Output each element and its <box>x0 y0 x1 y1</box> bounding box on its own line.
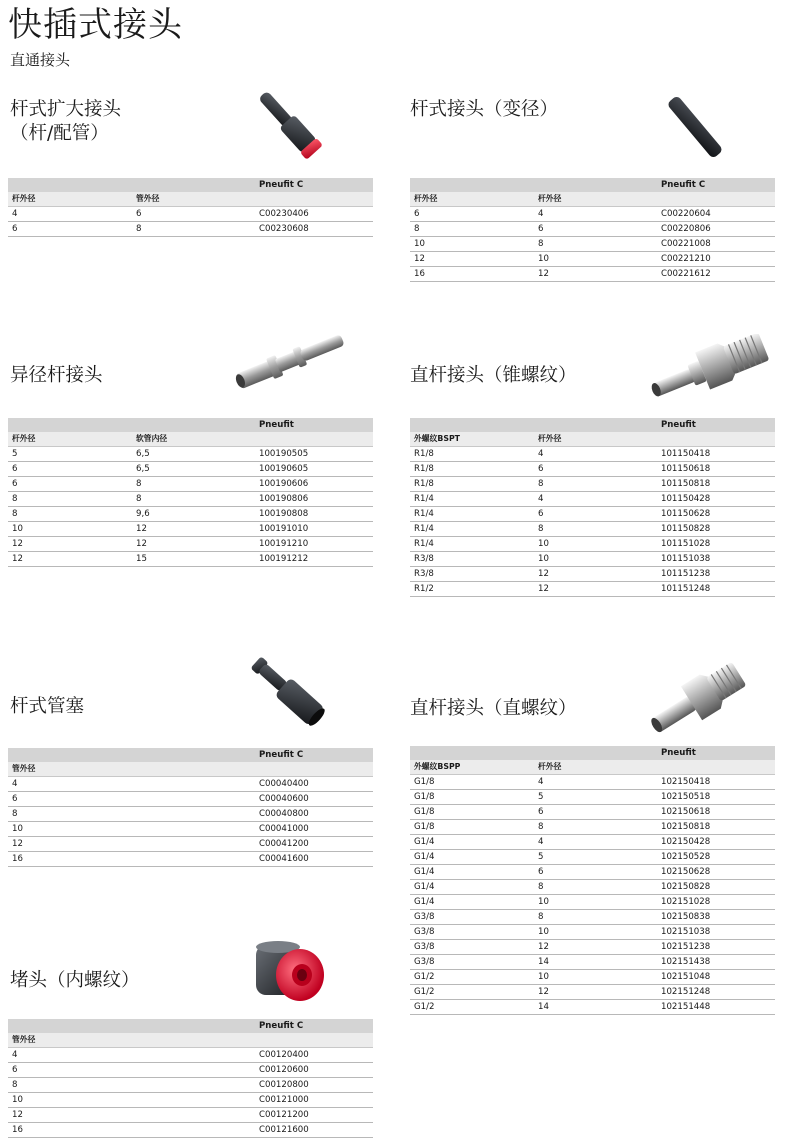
table-cell: R1/4 <box>410 507 534 522</box>
table-cell: G1/8 <box>410 805 534 820</box>
section-title-male-stem-taper: 直杆接头（锥螺纹） <box>410 365 577 386</box>
table-row <box>410 447 775 462</box>
spec-table-male-stem-taper <box>410 418 775 597</box>
section-title-stem-plug: 杆式管塞 <box>10 696 85 717</box>
section-title-stem-reducer: 杆式接头（变径） <box>410 99 559 120</box>
table-row <box>410 925 775 940</box>
table-cell: 10 <box>534 895 657 910</box>
table-row <box>8 537 373 552</box>
table-cell: 12 <box>534 985 657 1000</box>
table-cell: 100191010 <box>255 522 373 537</box>
table-cell: C00230406 <box>255 207 373 222</box>
table-cell: C00121200 <box>255 1108 373 1123</box>
table-cell: 6,5 <box>132 447 255 462</box>
table-row <box>410 985 775 1000</box>
table-cell: G1/4 <box>410 880 534 895</box>
column-header: 管外径 <box>8 762 132 777</box>
page-title: 快插式接头 <box>8 5 183 45</box>
brand-header: Pneufit <box>657 746 775 760</box>
table-cell: C00220604 <box>657 207 775 222</box>
table-cell: 15 <box>132 552 255 567</box>
section-title-stem-expander: 杆式扩大接头 （杆/配管） <box>10 99 122 144</box>
table-row <box>410 462 775 477</box>
table-row <box>410 895 775 910</box>
table-cell: 5 <box>8 447 132 462</box>
table-cell: 6 <box>8 1063 132 1078</box>
table-row <box>410 775 775 790</box>
table-row <box>8 852 373 867</box>
table-cell: 12 <box>534 267 657 282</box>
table-cell: 12 <box>534 940 657 955</box>
table-cell: 6 <box>8 792 132 807</box>
table-row <box>410 790 775 805</box>
table-cell: 16 <box>8 852 132 867</box>
table-cell: G1/2 <box>410 1000 534 1015</box>
table-cell: 8 <box>132 477 255 492</box>
reducing-stem-image <box>228 328 356 390</box>
table-row <box>8 552 373 567</box>
spec-table-stem-reducer <box>410 178 775 282</box>
table-row <box>410 940 775 955</box>
table-row <box>410 267 775 282</box>
spec-table-male-stem-parallel <box>410 746 775 1015</box>
column-header: 软管内径 <box>132 432 255 447</box>
table-row <box>8 447 373 462</box>
table-cell: 100190505 <box>255 447 373 462</box>
table-cell: C00120600 <box>255 1063 373 1078</box>
table-row <box>410 222 775 237</box>
table-row <box>410 552 775 567</box>
table-cell: G1/4 <box>410 850 534 865</box>
table-cell: 101150828 <box>657 522 775 537</box>
table-cell: 4 <box>534 447 657 462</box>
table-row <box>8 477 373 492</box>
table-cell: 100190808 <box>255 507 373 522</box>
table-cell: 100191210 <box>255 537 373 552</box>
table-cell <box>132 1093 255 1108</box>
table-cell: R1/4 <box>410 492 534 507</box>
table-row <box>410 567 775 582</box>
table-cell: 6 <box>8 222 132 237</box>
table-cell: 12 <box>8 837 132 852</box>
column-header: 外螺纹BSPT <box>410 432 534 447</box>
page-subtitle: 直通接头 <box>10 51 71 69</box>
table-cell: G1/4 <box>410 895 534 910</box>
table-row <box>8 777 373 792</box>
table-cell: 8 <box>534 910 657 925</box>
table-row <box>8 792 373 807</box>
table-row <box>410 805 775 820</box>
table-cell: 16 <box>410 267 534 282</box>
table-row <box>410 820 775 835</box>
table-cell: 8 <box>8 807 132 822</box>
table-cell: R1/2 <box>410 582 534 597</box>
table-row <box>410 492 775 507</box>
table-cell: G1/8 <box>410 790 534 805</box>
table-cell: 6 <box>8 462 132 477</box>
table-cell: 101150628 <box>657 507 775 522</box>
table-row <box>410 1000 775 1015</box>
table-cell: 101151028 <box>657 537 775 552</box>
table-cell: R3/8 <box>410 567 534 582</box>
table-row <box>8 1063 373 1078</box>
table-row <box>8 522 373 537</box>
table-cell: R1/8 <box>410 477 534 492</box>
table-row <box>410 237 775 252</box>
table-cell: 12 <box>534 567 657 582</box>
table-row <box>410 537 775 552</box>
table-cell: C00120400 <box>255 1048 373 1063</box>
table-cell: R1/4 <box>410 537 534 552</box>
table-row <box>8 1108 373 1123</box>
table-cell: G1/4 <box>410 865 534 880</box>
table-cell: 101151038 <box>657 552 775 567</box>
table-cell: 102151048 <box>657 970 775 985</box>
table-cell: 102150838 <box>657 910 775 925</box>
table-row <box>410 477 775 492</box>
spec-table-reducing-stem <box>8 418 373 567</box>
table-row <box>8 1078 373 1093</box>
table-cell: 10 <box>8 1093 132 1108</box>
table-cell: C00040600 <box>255 792 373 807</box>
spec-table-stem-expander <box>8 178 373 237</box>
table-cell: 12 <box>8 1108 132 1123</box>
table-cell: 10 <box>534 537 657 552</box>
table-cell <box>132 837 255 852</box>
column-header: 杆外径 <box>534 192 657 207</box>
table-cell: 8 <box>132 222 255 237</box>
table-cell: 102150528 <box>657 850 775 865</box>
section-title-male-stem-parallel: 直杆接头（直螺纹） <box>410 698 577 719</box>
table-cell: 12 <box>132 537 255 552</box>
table-cell <box>132 1048 255 1063</box>
table-cell: 9,6 <box>132 507 255 522</box>
table-cell: 8 <box>534 522 657 537</box>
table-row <box>410 835 775 850</box>
table-row <box>8 507 373 522</box>
table-row <box>8 222 373 237</box>
table-cell: 16 <box>8 1123 132 1138</box>
brand-header: Pneufit C <box>657 178 775 192</box>
table-cell: 5 <box>534 790 657 805</box>
table-cell <box>132 1123 255 1138</box>
table-cell: 102150818 <box>657 820 775 835</box>
table-cell: 4 <box>534 207 657 222</box>
table-row <box>8 1048 373 1063</box>
table-cell: G1/8 <box>410 820 534 835</box>
table-cell: 10 <box>534 252 657 267</box>
table-row <box>8 822 373 837</box>
stem-plug-image <box>240 652 340 734</box>
table-cell: 12 <box>8 537 132 552</box>
table-cell: 14 <box>534 955 657 970</box>
table-cell: 101150818 <box>657 477 775 492</box>
column-header: 杆外径 <box>534 432 657 447</box>
table-cell: 4 <box>534 492 657 507</box>
table-cell <box>132 1063 255 1078</box>
table-cell: 101150428 <box>657 492 775 507</box>
table-row <box>8 1123 373 1138</box>
table-cell: 4 <box>534 835 657 850</box>
table-cell: 101151238 <box>657 567 775 582</box>
table-cell: 8 <box>410 222 534 237</box>
table-cell: 12 <box>534 582 657 597</box>
table-cell: C00121000 <box>255 1093 373 1108</box>
table-cell: C00041600 <box>255 852 373 867</box>
table-cell: C00120800 <box>255 1078 373 1093</box>
table-row <box>8 492 373 507</box>
table-cell: 102150418 <box>657 775 775 790</box>
column-header: 杆外径 <box>534 760 657 775</box>
table-cell: 102150628 <box>657 865 775 880</box>
table-cell: 100191212 <box>255 552 373 567</box>
table-cell: G1/2 <box>410 985 534 1000</box>
table-row <box>8 207 373 222</box>
table-cell: 100190606 <box>255 477 373 492</box>
table-row <box>8 462 373 477</box>
table-cell: C00221210 <box>657 252 775 267</box>
table-cell: 12 <box>132 522 255 537</box>
table-row <box>410 850 775 865</box>
column-header: 杆外径 <box>8 192 132 207</box>
table-cell: 102151238 <box>657 940 775 955</box>
table-cell <box>132 852 255 867</box>
male-stem-taper-image <box>640 334 780 402</box>
table-cell: G3/8 <box>410 940 534 955</box>
table-cell: 6 <box>534 865 657 880</box>
table-cell: G1/4 <box>410 835 534 850</box>
table-cell: 10 <box>534 970 657 985</box>
table-cell: 12 <box>410 252 534 267</box>
table-cell: 102151028 <box>657 895 775 910</box>
table-row <box>8 807 373 822</box>
table-cell: 8 <box>8 492 132 507</box>
table-cell: 6 <box>8 477 132 492</box>
table-cell: 102151038 <box>657 925 775 940</box>
table-cell: 4 <box>8 1048 132 1063</box>
table-cell: 4 <box>8 777 132 792</box>
table-cell: 8 <box>132 492 255 507</box>
table-cell: C00220806 <box>657 222 775 237</box>
table-cell: 102150428 <box>657 835 775 850</box>
stem-expander-image <box>245 88 335 163</box>
column-header: 管外径 <box>132 192 255 207</box>
table-cell <box>132 1078 255 1093</box>
table-cell: G3/8 <box>410 925 534 940</box>
table-cell: 100190605 <box>255 462 373 477</box>
table-cell: 10 <box>8 822 132 837</box>
column-header: 杆外径 <box>410 192 534 207</box>
table-cell: 101150418 <box>657 447 775 462</box>
table-cell: G3/8 <box>410 955 534 970</box>
table-cell: 101150618 <box>657 462 775 477</box>
stem-reducer-image <box>655 92 735 162</box>
table-cell: 8 <box>534 237 657 252</box>
male-stem-parallel-image <box>640 660 760 736</box>
table-cell: 6 <box>534 507 657 522</box>
column-header: 杆外径 <box>8 432 132 447</box>
table-cell: 102151248 <box>657 985 775 1000</box>
table-cell: 8 <box>534 880 657 895</box>
brand-header: Pneufit C <box>255 178 373 192</box>
table-row <box>410 582 775 597</box>
column-header: 管外径 <box>8 1033 132 1048</box>
table-cell: C00230608 <box>255 222 373 237</box>
section-title-female-plug: 堵头（内螺纹） <box>10 970 140 991</box>
table-row <box>410 910 775 925</box>
table-cell: 8 <box>534 820 657 835</box>
table-cell <box>132 1108 255 1123</box>
table-row <box>410 865 775 880</box>
table-cell: 10 <box>534 925 657 940</box>
table-row <box>8 1093 373 1108</box>
table-cell: 4 <box>534 775 657 790</box>
table-cell: C00040800 <box>255 807 373 822</box>
table-cell: 100190806 <box>255 492 373 507</box>
table-cell: C00221008 <box>657 237 775 252</box>
table-row <box>410 252 775 267</box>
section-title-reducing-stem: 异径杆接头 <box>10 365 103 386</box>
table-row <box>410 522 775 537</box>
table-row <box>410 507 775 522</box>
table-cell: 101151248 <box>657 582 775 597</box>
table-cell: 10 <box>410 237 534 252</box>
table-cell: C00221612 <box>657 267 775 282</box>
table-cell: C00040400 <box>255 777 373 792</box>
table-cell <box>132 777 255 792</box>
table-cell: C00121600 <box>255 1123 373 1138</box>
table-cell: R1/4 <box>410 522 534 537</box>
table-cell: 6 <box>534 462 657 477</box>
table-cell: 8 <box>8 1078 132 1093</box>
table-row <box>410 880 775 895</box>
table-cell: 102150618 <box>657 805 775 820</box>
table-cell: 102151438 <box>657 955 775 970</box>
table-cell <box>132 807 255 822</box>
table-cell: 102150518 <box>657 790 775 805</box>
brand-header: Pneufit <box>657 418 775 432</box>
table-cell: 10 <box>8 522 132 537</box>
table-cell: C00041200 <box>255 837 373 852</box>
table-cell: C00041000 <box>255 822 373 837</box>
table-row <box>410 970 775 985</box>
table-row <box>410 207 775 222</box>
table-cell: G1/8 <box>410 775 534 790</box>
table-cell: 12 <box>8 552 132 567</box>
table-row <box>410 955 775 970</box>
table-cell: 6 <box>132 207 255 222</box>
table-cell <box>132 822 255 837</box>
table-cell: 8 <box>8 507 132 522</box>
table-cell: G1/2 <box>410 970 534 985</box>
table-cell: 8 <box>534 477 657 492</box>
table-cell: G3/8 <box>410 910 534 925</box>
table-cell: 6 <box>410 207 534 222</box>
table-cell: R3/8 <box>410 552 534 567</box>
table-row <box>8 837 373 852</box>
female-plug-image <box>250 935 330 1007</box>
table-cell: 102150828 <box>657 880 775 895</box>
table-cell <box>132 792 255 807</box>
column-header: 外螺纹BSPP <box>410 760 534 775</box>
table-cell: 6,5 <box>132 462 255 477</box>
table-cell: 10 <box>534 552 657 567</box>
table-cell: R1/8 <box>410 462 534 477</box>
brand-header: Pneufit C <box>255 748 373 762</box>
spec-table-stem-plug <box>8 748 373 867</box>
table-cell: R1/8 <box>410 447 534 462</box>
table-cell: 6 <box>534 222 657 237</box>
brand-header: Pneufit C <box>255 1019 373 1033</box>
brand-header: Pneufit <box>255 418 373 432</box>
table-cell: 14 <box>534 1000 657 1015</box>
table-cell: 4 <box>8 207 132 222</box>
table-cell: 5 <box>534 850 657 865</box>
table-cell: 102151448 <box>657 1000 775 1015</box>
spec-table-female-plug <box>8 1019 373 1138</box>
table-cell: 6 <box>534 805 657 820</box>
